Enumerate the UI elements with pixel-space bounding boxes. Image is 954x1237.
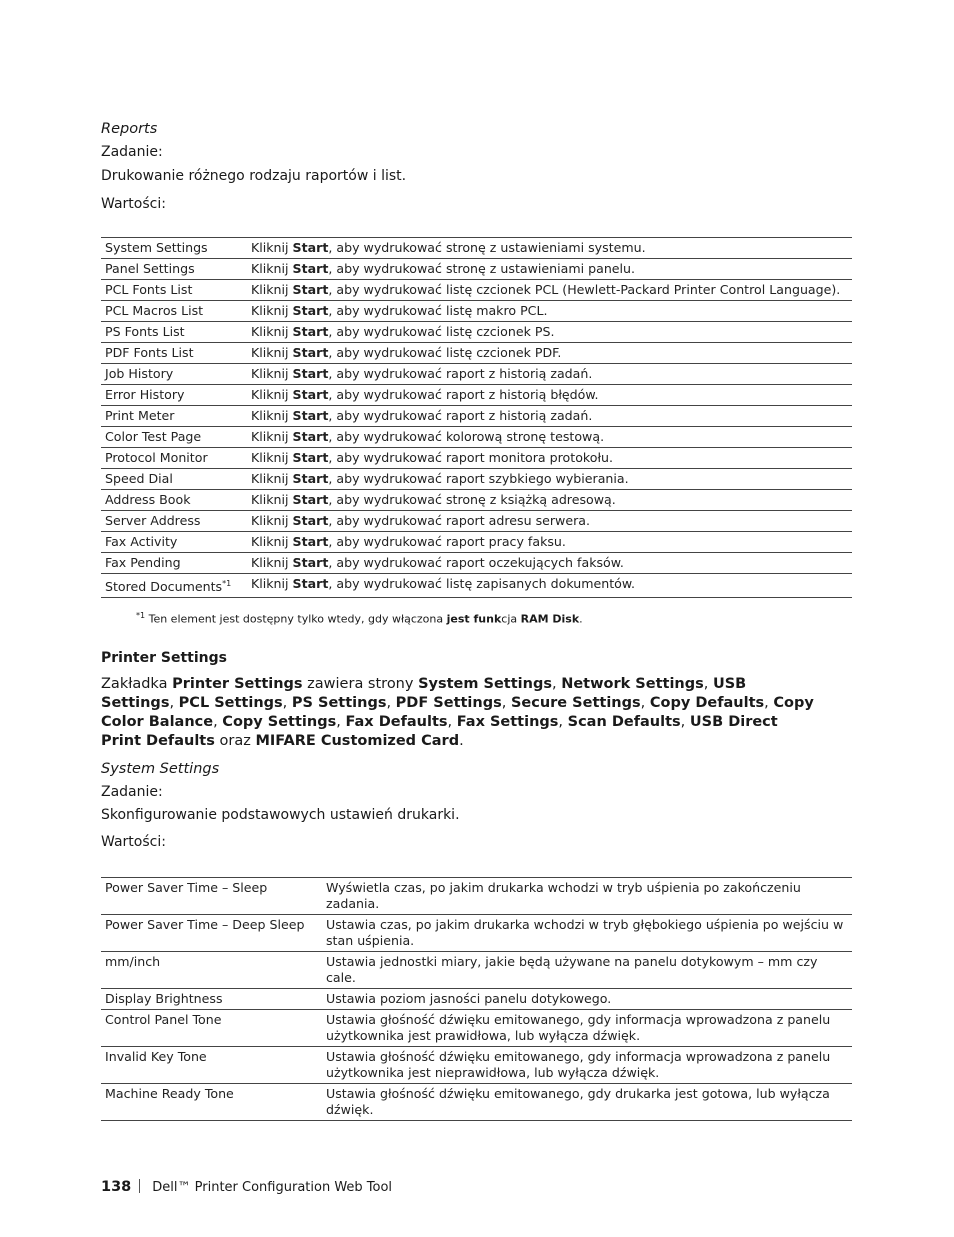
intro-text: , — [336, 714, 346, 730]
reports-task-text: Drukowanie różnego rodzaju raportów i list. — [101, 168, 407, 184]
page-link-name: Printer Settings — [172, 676, 303, 692]
page-link-name: PS Settings — [291, 695, 387, 711]
intro-text: , — [447, 714, 457, 730]
report-description: Kliknij Start, aby wydrukować raport oczekujących faksów. — [247, 553, 852, 574]
page-footer — [101, 1179, 392, 1195]
report-description: Kliknij Start, aby wydrukować kolorową stronę testową. — [247, 427, 852, 448]
intro-text: , — [558, 714, 568, 730]
table-row — [101, 406, 852, 427]
setting-name: Power Saver Time – Sleep — [101, 878, 322, 915]
report-name: Print Meter — [101, 406, 247, 427]
page-link-name: MIFARE Customized Card — [255, 733, 460, 749]
report-description: Kliknij Start, aby wydrukować raport monitora protokołu. — [247, 448, 852, 469]
reports-values-label: Wartości: — [101, 196, 166, 212]
intro-text: , — [764, 695, 774, 711]
report-name: PCL Fonts List — [101, 280, 247, 301]
table-row — [101, 989, 852, 1010]
report-name: Address Book — [101, 490, 247, 511]
system-settings-table — [101, 877, 852, 1121]
report-name: System Settings — [101, 238, 247, 259]
table-row — [101, 1084, 852, 1121]
report-name: Color Test Page — [101, 427, 247, 448]
report-description: Kliknij Start, aby wydrukować raport z historią zadań. — [247, 364, 852, 385]
report-name: Server Address — [101, 511, 247, 532]
table-row — [101, 301, 852, 322]
report-name: PCL Macros List — [101, 301, 247, 322]
table-row — [101, 952, 852, 989]
report-description: Kliknij Start, aby wydrukować listę czcionek PDF. — [247, 343, 852, 364]
report-name: Fax Pending — [101, 553, 247, 574]
page-number: 138 — [101, 1179, 132, 1195]
table-row — [101, 553, 852, 574]
table-row — [101, 532, 852, 553]
intro-text: , — [386, 695, 396, 711]
table-row — [101, 280, 852, 301]
page-link-name: USB Settings — [101, 676, 747, 711]
page-link-name: Fax Settings — [456, 714, 559, 730]
report-name: PS Fonts List — [101, 322, 247, 343]
report-description: Kliknij Start, aby wydrukować stronę z ustawieniami systemu. — [247, 238, 852, 259]
setting-name: mm/inch — [101, 952, 322, 989]
printer-settings-heading: Printer Settings — [101, 650, 227, 666]
report-name: Panel Settings — [101, 259, 247, 280]
table-row — [101, 448, 852, 469]
intro-text: , — [501, 695, 511, 711]
reports-task-label: Zadanie: — [101, 144, 163, 160]
footer-title: Dell™ Printer Configuration Web Tool — [152, 1180, 393, 1195]
intro-text: , — [680, 714, 690, 730]
printer-settings-intro — [101, 675, 821, 751]
setting-name: Invalid Key Tone — [101, 1047, 322, 1084]
intro-text: oraz — [214, 733, 256, 749]
table-row — [101, 490, 852, 511]
intro-text: . — [459, 733, 464, 749]
system-settings-values-label: Wartości: — [101, 834, 166, 850]
reports-table — [101, 237, 852, 598]
report-name: Fax Activity — [101, 532, 247, 553]
table-row — [101, 364, 852, 385]
table-row — [101, 574, 852, 598]
table-row — [101, 322, 852, 343]
setting-name: Power Saver Time – Deep Sleep — [101, 915, 322, 952]
table-row — [101, 511, 852, 532]
report-name: Job History — [101, 364, 247, 385]
table-row — [101, 343, 852, 364]
page-link-name: Copy Defaults — [649, 695, 765, 711]
report-description: Kliknij Start, aby wydrukować stronę z ustawieniami panelu. — [247, 259, 852, 280]
report-name: Protocol Monitor — [101, 448, 247, 469]
report-description: Kliknij Start, aby wydrukować listę czcionek PS. — [247, 322, 852, 343]
table-row — [101, 1010, 852, 1047]
intro-text: , — [169, 695, 179, 711]
setting-description: Ustawia głośność dźwięku emitowanego, gdy drukarka jest gotowa, lub wyłącza dźwięk. — [322, 1084, 852, 1121]
table-row — [101, 469, 852, 490]
report-description: Kliknij Start, aby wydrukować raport szybkiego wybierania. — [247, 469, 852, 490]
report-name: PDF Fonts List — [101, 343, 247, 364]
setting-description: Wyświetla czas, po jakim drukarka wchodzi w tryb uśpienia po zakończeniu zadania. — [322, 878, 852, 915]
setting-name: Display Brightness — [101, 989, 322, 1010]
system-settings-task-label: Zadanie: — [101, 784, 163, 800]
intro-text: Zakładka — [101, 676, 173, 692]
page-link-name: Secure Settings — [510, 695, 641, 711]
report-name: Speed Dial — [101, 469, 247, 490]
table-row — [101, 878, 852, 915]
table-row — [101, 1047, 852, 1084]
report-description: Kliknij Start, aby wydrukować raport pracy faksu. — [247, 532, 852, 553]
table-row — [101, 385, 852, 406]
intro-text: , — [551, 676, 562, 692]
intro-text: zawiera strony — [302, 676, 419, 692]
reports-heading: Reports — [101, 121, 158, 137]
page-link-name: Copy Color Balance — [101, 695, 814, 730]
intro-text: , — [282, 695, 292, 711]
system-settings-task-text: Skonfigurowanie podstawowych ustawień drukarki. — [101, 807, 460, 823]
page-link-name: USB Direct Print Defaults — [101, 714, 778, 749]
report-description: Kliknij Start, aby wydrukować raport z historią zadań. — [247, 406, 852, 427]
intro-text: , — [703, 676, 713, 692]
table-row — [101, 915, 852, 952]
intro-text: , — [640, 695, 650, 711]
setting-name: Control Panel Tone — [101, 1010, 322, 1047]
page-link-name: Network Settings — [561, 676, 704, 692]
table-row — [101, 427, 852, 448]
report-description: Kliknij Start, aby wydrukować raport adresu serwera. — [247, 511, 852, 532]
report-description: Kliknij Start, aby wydrukować listę zapisanych dokumentów. — [247, 574, 852, 598]
page-link-name: Scan Defaults — [567, 714, 681, 730]
page-link-name: PCL Settings — [178, 695, 283, 711]
intro-text: , — [213, 714, 223, 730]
setting-name: Machine Ready Tone — [101, 1084, 322, 1121]
report-name: Stored Documents$^{*1}$ — [101, 574, 247, 598]
page-link-name: Fax Defaults — [345, 714, 448, 730]
page-link-name: Copy Settings — [222, 714, 337, 730]
report-description: Kliknij Start, aby wydrukować listę makro PCL. — [247, 301, 852, 322]
footer-separator — [139, 1179, 140, 1193]
reports-footnote: $^{*1}$ Ten element jest dostępny tylko wtedy, gdy włączona jest funkcja RAM Disk. — [136, 611, 583, 626]
setting-description: Ustawia czas, po jakim drukarka wchodzi w tryb głębokiego uśpienia po wejściu w stan uśpienia. — [322, 915, 852, 952]
system-settings-heading: System Settings — [101, 761, 220, 777]
setting-description: Ustawia poziom jasności panelu dotykowego. — [322, 989, 852, 1010]
setting-description: Ustawia głośność dźwięku emitowanego, gdy informacja wprowadzona z panelu użytkownika jest nieprawidłowa, lub wyłącza dźwięk. — [322, 1047, 852, 1084]
report-description: Kliknij Start, aby wydrukować stronę z książką adresową. — [247, 490, 852, 511]
report-name: Error History — [101, 385, 247, 406]
table-row — [101, 238, 852, 259]
setting-description: Ustawia głośność dźwięku emitowanego, gdy informacja wprowadzona z panelu użytkownika jest prawidłowa, lub wyłącza dźwięk. — [322, 1010, 852, 1047]
page-link-name: System Settings — [418, 676, 552, 692]
page-link-name: PDF Settings — [395, 695, 502, 711]
report-description: Kliknij Start, aby wydrukować raport z historią błędów. — [247, 385, 852, 406]
setting-description: Ustawia jednostki miary, jakie będą używane na panelu dotykowym – mm czy cale. — [322, 952, 852, 989]
table-row — [101, 259, 852, 280]
report-description: Kliknij Start, aby wydrukować listę czcionek PCL (Hewlett-Packard Printer Control Language). — [247, 280, 852, 301]
